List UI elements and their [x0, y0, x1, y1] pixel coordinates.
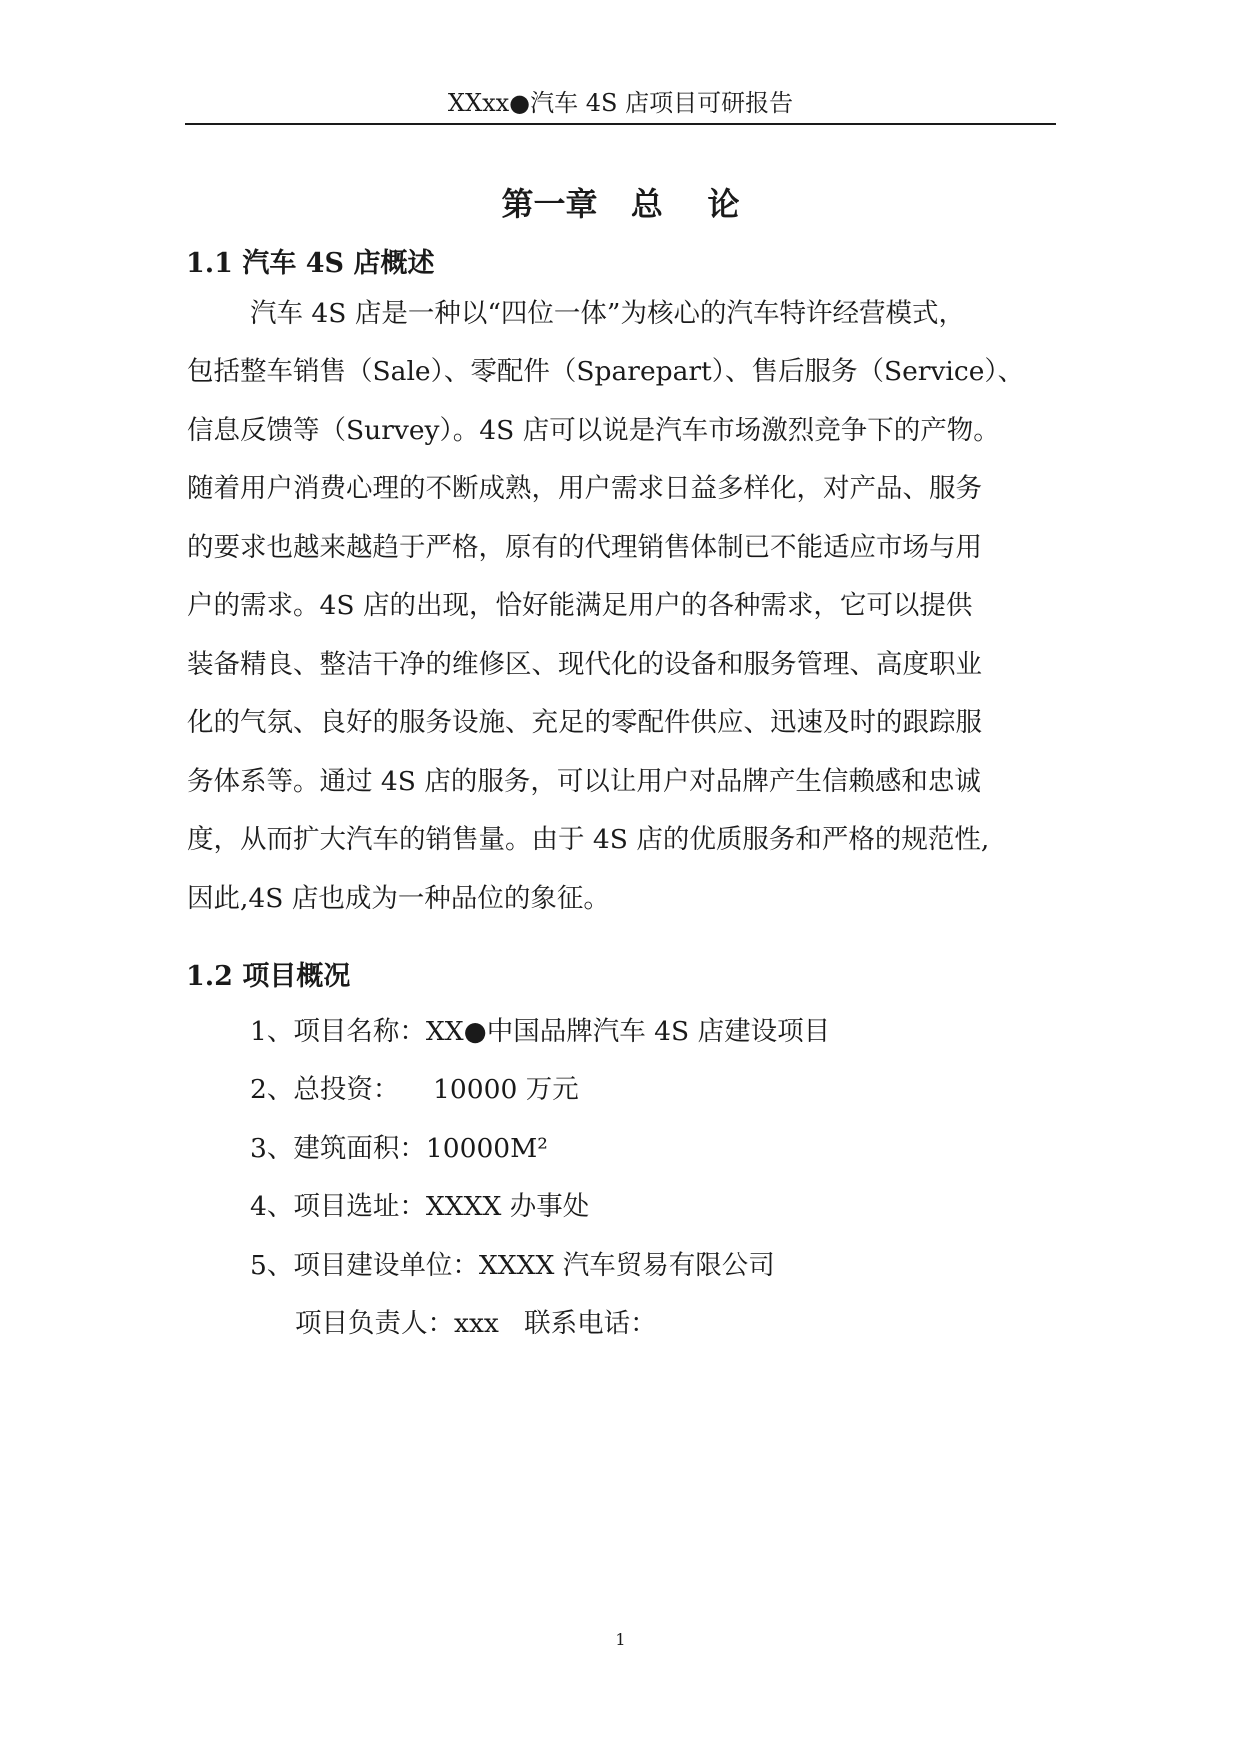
paragraph-line: 务体系等。通过 4S 店的服务，可以让用户对品牌产生信赖感和忠诚	[187, 766, 981, 797]
section-heading-1-2: 1.2 项目概况	[186, 961, 351, 992]
paragraph-line: 装备精良、整洁干净的维修区、现代化的设备和服务管理、高度职业	[187, 649, 982, 680]
paragraph-line: 化的气氛、良好的服务设施、充足的零配件供应、迅速及时的跟踪服	[187, 707, 982, 738]
running-header: XXxx●汽车 4S 店项目可研报告	[447, 89, 794, 117]
header-rule	[185, 123, 1056, 125]
page-number: 1	[615, 1630, 626, 1649]
project-item: 4、项目选址：XXXX 办事处	[250, 1191, 590, 1222]
paragraph-line: 信息反馈等（Survey）。4S 店可以说是汽车市场激烈竞争下的产物。	[187, 415, 1000, 446]
paragraph-line: 的要求也越来越趋于严格，原有的代理销售体制已不能适应市场与用	[187, 532, 982, 563]
paragraph-line: 因此,4S 店也成为一种品位的象征。	[187, 883, 610, 914]
project-item: 3、建筑面积：10000M²	[250, 1133, 548, 1164]
section-heading-1-1: 1.1 汽车 4S 店概述	[186, 248, 435, 279]
paragraph-line: 户的需求。4S 店的出现，恰好能满足用户的各种需求，它可以提供	[187, 590, 973, 621]
project-item: 2、总投资： 10000 万元	[250, 1074, 579, 1105]
project-item: 5、项目建设单位：XXXX 汽车贸易有限公司	[250, 1250, 775, 1281]
contact-line: 项目负责人：xxx 联系电话：	[295, 1308, 657, 1339]
paragraph-line: 随着用户消费心理的不断成熟，用户需求日益多样化，对产品、服务	[187, 473, 982, 504]
paragraph-line: 汽车 4S 店是一种以“四位一体”为核心的汽车特许经营模式，	[250, 298, 965, 329]
paragraph-line: 包括整车销售（Sale）、零配件（Sparepart）、售后服务（Service）、	[187, 356, 1025, 387]
project-item: 1、项目名称：XX●中国品牌汽车 4S 店建设项目	[250, 1016, 831, 1047]
paragraph-line: 度，从而扩大汽车的销售量。由于 4S 店的优质服务和严格的规范性,	[187, 824, 990, 855]
chapter-title: 第一章 总 论	[501, 185, 740, 223]
